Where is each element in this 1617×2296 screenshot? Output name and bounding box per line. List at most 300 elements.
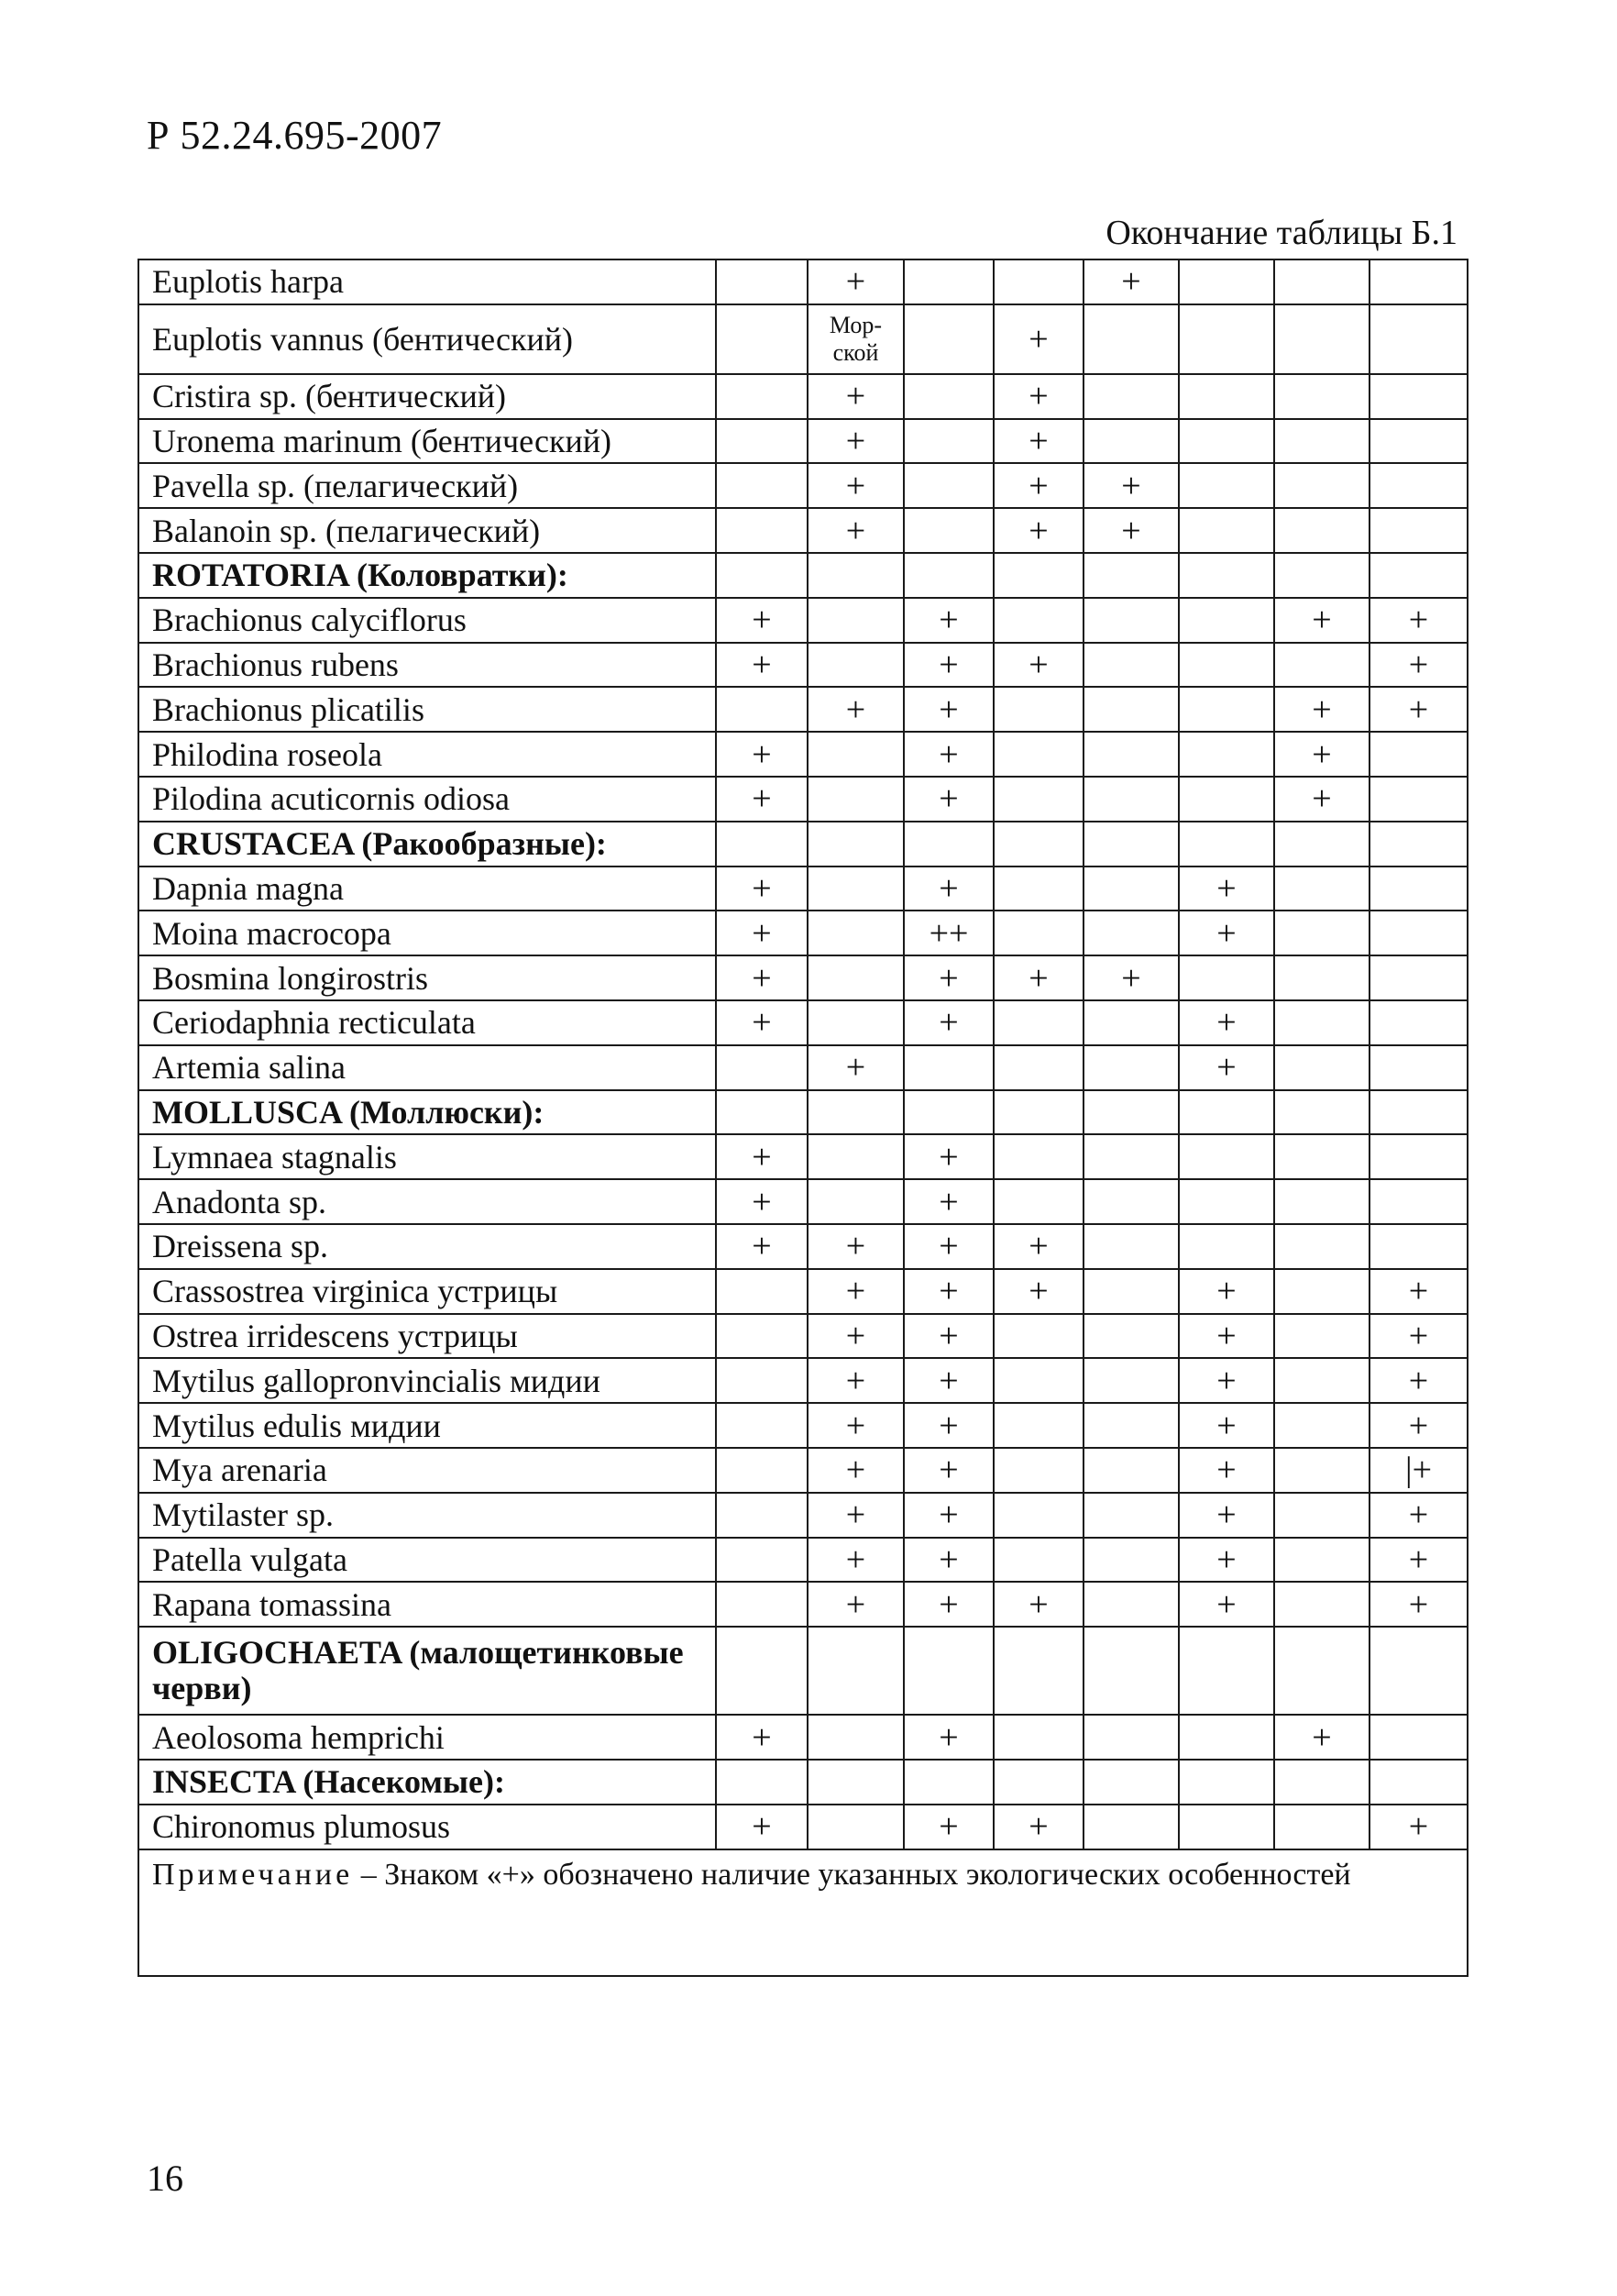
mark-cell: + [716, 1224, 808, 1269]
mark-cell [994, 1358, 1084, 1403]
mark-cell: + [904, 1134, 994, 1179]
mark-cell [808, 1090, 904, 1135]
species-name-cell: Mytilus gallopronvincialis мидии [138, 1358, 716, 1403]
mark-cell [1084, 598, 1179, 643]
mark-cell [716, 1403, 808, 1448]
mark-cell: + [904, 1582, 994, 1627]
mark-cell [994, 687, 1084, 732]
species-name-cell: Ceriodaphnia recticulata [138, 1000, 716, 1045]
mark-cell [1084, 643, 1179, 688]
mark-cell [1179, 732, 1274, 777]
mark-cell [1370, 1627, 1468, 1715]
mark-cell [1084, 1448, 1179, 1493]
mark-cell [1274, 419, 1370, 464]
mark-cell [808, 822, 904, 867]
mark-cell [1179, 259, 1274, 304]
mark-cell: + [808, 687, 904, 732]
mark-cell: + [994, 419, 1084, 464]
mark-cell: + [808, 1448, 904, 1493]
mark-cell [1274, 508, 1370, 553]
mark-cell [1084, 419, 1179, 464]
mark-cell: + [994, 374, 1084, 419]
mark-cell [1274, 1493, 1370, 1538]
mark-cell: + [1084, 463, 1179, 508]
mark-cell [1179, 304, 1274, 374]
mark-cell [994, 822, 1084, 867]
mark-cell [716, 687, 808, 732]
mark-cell [1370, 508, 1468, 553]
species-name-cell: Aeolosoma hemprichi [138, 1715, 716, 1760]
mark-cell [1370, 463, 1468, 508]
mark-cell: + [808, 1538, 904, 1583]
mark-cell [808, 911, 904, 955]
mark-cell: + [994, 643, 1084, 688]
mark-cell [1370, 1715, 1468, 1760]
mark-cell [1370, 374, 1468, 419]
table-row [138, 1134, 1468, 1179]
mark-cell [1274, 1805, 1370, 1849]
table-row [138, 508, 1468, 553]
mark-cell: + [808, 1493, 904, 1538]
table-row [138, 732, 1468, 777]
mark-cell [1370, 1045, 1468, 1090]
mark-cell: + [1274, 687, 1370, 732]
mark-cell [1274, 1000, 1370, 1045]
mark-cell [994, 1179, 1084, 1224]
mark-cell [1274, 1090, 1370, 1135]
group-name-cell: ROTATORIA (Коловратки): [138, 553, 716, 598]
mark-cell [716, 1358, 808, 1403]
table-row [138, 911, 1468, 955]
mark-cell [716, 259, 808, 304]
mark-cell [716, 1538, 808, 1583]
mark-cell [1084, 1000, 1179, 1045]
mark-cell [994, 1627, 1084, 1715]
mark-cell: + [904, 1000, 994, 1045]
mark-cell [1370, 304, 1468, 374]
mark-cell [1084, 1805, 1179, 1849]
mark-cell [904, 822, 994, 867]
mark-cell [1084, 822, 1179, 867]
table-row [138, 304, 1468, 374]
note-row [138, 1849, 1468, 1976]
mark-cell [1370, 777, 1468, 822]
mark-cell: + [904, 1314, 994, 1359]
mark-cell: |+ [1370, 1448, 1468, 1493]
group-row [138, 1090, 1468, 1135]
species-name-cell: Mytilaster sp. [138, 1493, 716, 1538]
mark-cell [1179, 598, 1274, 643]
mark-cell [808, 1805, 904, 1849]
species-name-cell: Crassostrea virginica устрицы [138, 1269, 716, 1314]
mark-cell [1274, 259, 1370, 304]
mark-cell: + [808, 1269, 904, 1314]
mark-cell [1084, 1760, 1179, 1805]
mark-cell [716, 1045, 808, 1090]
mark-cell: + [1370, 1314, 1468, 1359]
table-row [138, 643, 1468, 688]
mark-cell: + [716, 911, 808, 955]
mark-cell [904, 1090, 994, 1135]
species-name-cell: Chironomus plumosus [138, 1805, 716, 1849]
mark-cell [994, 777, 1084, 822]
mark-cell [1179, 1715, 1274, 1760]
mark-cell [1084, 1134, 1179, 1179]
mark-cell [994, 1134, 1084, 1179]
mark-cell: + [716, 1134, 808, 1179]
mark-cell: + [1370, 1538, 1468, 1583]
table-row [138, 1538, 1468, 1583]
table-caption: Окончание таблицы Б.1 [1106, 214, 1458, 252]
mark-cell: + [808, 1403, 904, 1448]
mark-cell: + [1370, 1493, 1468, 1538]
mark-cell [808, 553, 904, 598]
mark-cell [1179, 1090, 1274, 1135]
mark-cell [994, 598, 1084, 643]
table-row [138, 1403, 1468, 1448]
mark-cell [1370, 955, 1468, 1000]
species-name-cell: Mya arenaria [138, 1448, 716, 1493]
species-name-cell: Anadonta sp. [138, 1179, 716, 1224]
mark-cell [1274, 643, 1370, 688]
mark-cell: + [716, 732, 808, 777]
mark-cell [1274, 1448, 1370, 1493]
mark-cell: + [904, 1448, 994, 1493]
table-row [138, 1179, 1468, 1224]
mark-cell [994, 259, 1084, 304]
species-name-cell: Pilodina acuticornis odiosa [138, 777, 716, 822]
mark-cell: + [994, 304, 1084, 374]
table-row [138, 687, 1468, 732]
mark-cell: + [808, 1314, 904, 1359]
mark-cell [1274, 374, 1370, 419]
mark-cell: + [904, 1403, 994, 1448]
mark-cell [1179, 1760, 1274, 1805]
mark-cell: + [904, 1493, 994, 1538]
mark-cell [1179, 1627, 1274, 1715]
mark-cell [1084, 1627, 1179, 1715]
mark-cell: + [808, 1045, 904, 1090]
mark-cell [904, 553, 994, 598]
mark-cell [994, 867, 1084, 911]
mark-cell [904, 1045, 994, 1090]
mark-cell [1179, 419, 1274, 464]
mark-cell [716, 1314, 808, 1359]
mark-cell: + [904, 1538, 994, 1583]
mark-cell: + [1370, 1358, 1468, 1403]
mark-cell [994, 1538, 1084, 1583]
mark-cell [716, 463, 808, 508]
mark-cell: ++ [904, 911, 994, 955]
mark-cell [716, 1493, 808, 1538]
mark-cell [1084, 304, 1179, 374]
mark-cell: + [904, 867, 994, 911]
mark-cell: + [1370, 1403, 1468, 1448]
mark-cell [716, 1090, 808, 1135]
mark-cell [1370, 1000, 1468, 1045]
species-name-cell: Dreissena sp. [138, 1224, 716, 1269]
species-name-cell: Cristira sp. (бентический) [138, 374, 716, 419]
mark-cell: + [716, 1805, 808, 1849]
group-row [138, 553, 1468, 598]
mark-cell [716, 1627, 808, 1715]
mark-cell [904, 374, 994, 419]
mark-cell [994, 1403, 1084, 1448]
mark-cell [1370, 1134, 1468, 1179]
mark-cell [1274, 867, 1370, 911]
mark-cell [1274, 1403, 1370, 1448]
mark-cell [1179, 553, 1274, 598]
species-name-cell: Pavella sp. (пелагический) [138, 463, 716, 508]
mark-cell: + [904, 1269, 994, 1314]
mark-cell [1370, 822, 1468, 867]
document-code: Р 52.24.695-2007 [147, 113, 443, 158]
mark-cell [1274, 304, 1370, 374]
mark-cell [1370, 1224, 1468, 1269]
mark-cell [994, 732, 1084, 777]
mark-cell [904, 259, 994, 304]
mark-cell [1370, 553, 1468, 598]
mark-cell: + [1179, 1358, 1274, 1403]
species-name-cell: Lymnaea stagnalis [138, 1134, 716, 1179]
mark-cell: + [904, 1805, 994, 1849]
mark-cell [1179, 1134, 1274, 1179]
mark-cell [1084, 911, 1179, 955]
mark-cell [994, 1000, 1084, 1045]
mark-cell: + [904, 1224, 994, 1269]
mark-cell: + [1370, 1805, 1468, 1849]
mark-cell [994, 1493, 1084, 1538]
mark-cell [1084, 1582, 1179, 1627]
mark-cell [1084, 1403, 1179, 1448]
mark-cell [1370, 1760, 1468, 1805]
mark-cell: + [1370, 687, 1468, 732]
mark-cell: + [994, 1269, 1084, 1314]
mark-cell [1084, 777, 1179, 822]
species-name-cell: Moina macrocopa [138, 911, 716, 955]
mark-cell: + [1179, 1448, 1274, 1493]
mark-cell [716, 304, 808, 374]
mark-cell: + [808, 1582, 904, 1627]
mark-cell [808, 598, 904, 643]
species-name-cell: Brachionus calyciflorus [138, 598, 716, 643]
mark-cell: + [808, 1358, 904, 1403]
mark-cell [994, 1760, 1084, 1805]
table-row [138, 598, 1468, 643]
table-row [138, 1269, 1468, 1314]
species-name-cell: Balanoin sp. (пелагический) [138, 508, 716, 553]
table-row [138, 955, 1468, 1000]
mark-cell [1274, 955, 1370, 1000]
mark-cell [1179, 643, 1274, 688]
species-table [138, 259, 1468, 1977]
species-name-cell: Artemia salina [138, 1045, 716, 1090]
table-row [138, 1224, 1468, 1269]
mark-cell: + [1274, 598, 1370, 643]
mark-cell: + [1179, 867, 1274, 911]
mark-cell: + [1274, 777, 1370, 822]
mark-cell: + [716, 1000, 808, 1045]
mark-cell [904, 1627, 994, 1715]
mark-cell [808, 1179, 904, 1224]
mark-cell [1274, 1582, 1370, 1627]
mark-cell [904, 304, 994, 374]
table-row [138, 867, 1468, 911]
mark-cell: + [904, 732, 994, 777]
mark-cell: + [904, 1358, 994, 1403]
mark-cell [1084, 1224, 1179, 1269]
mark-cell: + [904, 955, 994, 1000]
mark-cell [1084, 1269, 1179, 1314]
mark-cell [1084, 867, 1179, 911]
mark-cell [1274, 1627, 1370, 1715]
mark-cell [1274, 463, 1370, 508]
mark-cell: + [1370, 598, 1468, 643]
mark-cell [716, 419, 808, 464]
mark-cell [1370, 419, 1468, 464]
mark-cell [716, 374, 808, 419]
mark-cell [1179, 508, 1274, 553]
table-row [138, 1358, 1468, 1403]
mark-cell: + [1179, 1045, 1274, 1090]
group-name-cell: INSECTA (Насекомые): [138, 1760, 716, 1805]
mark-cell: + [716, 867, 808, 911]
table-row [138, 259, 1468, 304]
mark-cell [716, 553, 808, 598]
mark-cell: + [808, 259, 904, 304]
group-name-cell: MOLLUSCA (Моллюски): [138, 1090, 716, 1135]
mark-cell [904, 1760, 994, 1805]
mark-cell: + [904, 687, 994, 732]
mark-cell [994, 911, 1084, 955]
mark-cell [808, 1134, 904, 1179]
group-row [138, 1760, 1468, 1805]
mark-cell [1179, 955, 1274, 1000]
mark-cell: + [716, 598, 808, 643]
mark-cell: + [904, 598, 994, 643]
mark-cell: + [808, 508, 904, 553]
mark-cell [1179, 374, 1274, 419]
mark-cell [808, 1760, 904, 1805]
mark-cell [1370, 1090, 1468, 1135]
mark-cell [1179, 822, 1274, 867]
mark-cell: + [994, 1582, 1084, 1627]
mark-cell [1274, 553, 1370, 598]
species-name-cell: Mytilus edulis мидии [138, 1403, 716, 1448]
mark-cell [1179, 1805, 1274, 1849]
mark-cell [994, 1045, 1084, 1090]
mark-cell: + [1084, 508, 1179, 553]
mark-cell: + [808, 419, 904, 464]
mark-cell: + [1274, 1715, 1370, 1760]
mark-cell: + [1370, 1269, 1468, 1314]
mark-cell [1084, 732, 1179, 777]
mark-cell: + [1179, 1000, 1274, 1045]
species-name-cell: Bosmina longirostris [138, 955, 716, 1000]
mark-cell: + [994, 955, 1084, 1000]
mark-cell [808, 732, 904, 777]
mark-cell: + [1179, 1582, 1274, 1627]
mark-cell: + [716, 1179, 808, 1224]
mark-cell [1084, 1090, 1179, 1135]
group-row [138, 1627, 1468, 1715]
mark-cell [1274, 822, 1370, 867]
mark-cell: + [1179, 911, 1274, 955]
mark-cell [1179, 687, 1274, 732]
table-row [138, 463, 1468, 508]
page-number: 16 [147, 2158, 183, 2199]
mark-cell: + [1179, 1314, 1274, 1359]
mark-cell [1274, 1179, 1370, 1224]
table-row [138, 1493, 1468, 1538]
table-row [138, 1000, 1468, 1045]
species-name-cell: Brachionus plicatilis [138, 687, 716, 732]
mark-cell: + [1179, 1403, 1274, 1448]
table-row [138, 1314, 1468, 1359]
mark-cell: + [904, 643, 994, 688]
mark-cell: + [904, 777, 994, 822]
mark-cell [1084, 1358, 1179, 1403]
table-row [138, 1582, 1468, 1627]
species-name-cell: Dapnia magna [138, 867, 716, 911]
table-row [138, 374, 1468, 419]
mark-cell [1274, 1224, 1370, 1269]
mark-cell: + [994, 1224, 1084, 1269]
species-name-cell: Euplotis vannus (бентический) [138, 304, 716, 374]
table-row [138, 1715, 1468, 1760]
mark-cell [716, 1448, 808, 1493]
mark-cell [994, 553, 1084, 598]
note-text: – Знаком «+» обозначено наличие указанных экологических особенностей [353, 1857, 1351, 1892]
mark-cell [994, 1715, 1084, 1760]
mark-cell: + [904, 1715, 994, 1760]
mark-cell: + [1179, 1493, 1274, 1538]
table-body [138, 259, 1468, 1976]
mark-cell [716, 1269, 808, 1314]
species-name-cell: Rapana tomassina [138, 1582, 716, 1627]
species-name-cell: Uronema marinum (бентический) [138, 419, 716, 464]
table-row [138, 1805, 1468, 1849]
mark-cell [1084, 1538, 1179, 1583]
mark-cell: Мор-ской [808, 304, 904, 374]
group-name-cell: OLIGOCHAETA (малощетинковые черви) [138, 1627, 716, 1715]
mark-cell [808, 1715, 904, 1760]
mark-cell: + [994, 1805, 1084, 1849]
mark-cell [1274, 1269, 1370, 1314]
species-name-cell: Ostrea irridescens устрицы [138, 1314, 716, 1359]
mark-cell: + [716, 955, 808, 1000]
species-name-cell: Brachionus rubens [138, 643, 716, 688]
mark-cell: + [716, 643, 808, 688]
mark-cell [1370, 259, 1468, 304]
mark-cell [904, 419, 994, 464]
note-label: Примечание [152, 1857, 354, 1892]
mark-cell: + [808, 1224, 904, 1269]
mark-cell [994, 1448, 1084, 1493]
mark-cell [1274, 1045, 1370, 1090]
table-row [138, 419, 1468, 464]
mark-cell [1179, 463, 1274, 508]
species-name-cell: Patella vulgata [138, 1538, 716, 1583]
mark-cell [904, 508, 994, 553]
mark-cell [716, 508, 808, 553]
group-name-cell: CRUSTACEA (Ракообразные): [138, 822, 716, 867]
mark-cell [1179, 777, 1274, 822]
mark-cell: + [808, 374, 904, 419]
mark-cell [808, 1000, 904, 1045]
mark-cell [1084, 1179, 1179, 1224]
mark-cell [1084, 553, 1179, 598]
